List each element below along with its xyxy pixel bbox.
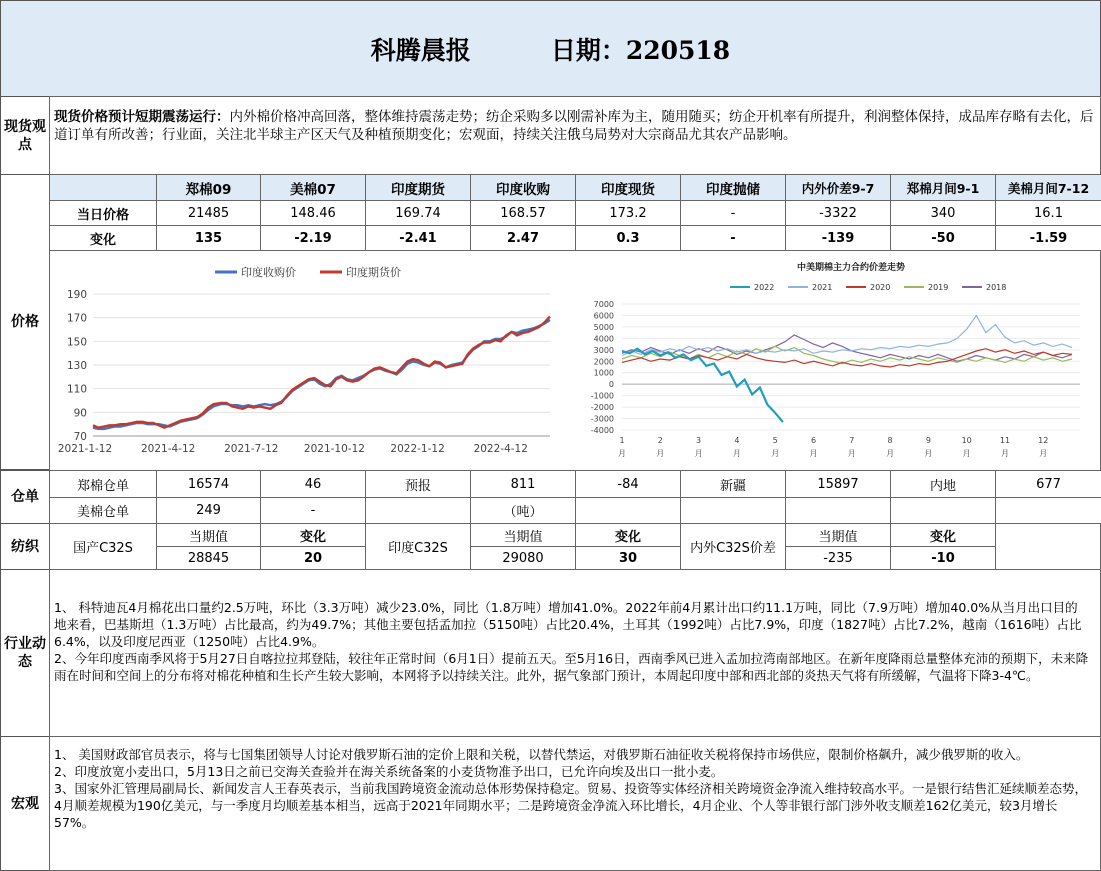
price-row-label-change: 变化	[49, 225, 157, 251]
x-tick-label-unit: 月	[618, 449, 626, 458]
legend-label: 2018	[986, 283, 1007, 292]
x-tick-label-unit: 月	[809, 449, 818, 458]
price-change-value: -2.19	[260, 225, 366, 251]
spread-c32s-name: 内外C32S价差	[680, 523, 786, 570]
domestic-change-header: 变化	[260, 523, 366, 547]
x-tick-label-unit: 月	[962, 449, 971, 458]
x-tick-label: 5	[772, 436, 778, 445]
industry-text	[54, 599, 1090, 684]
x-tick-label: 8	[887, 436, 893, 445]
price-col-header: 郑棉月间9-1	[890, 174, 996, 201]
price-today-value: 168.57	[470, 200, 576, 226]
price-col-header: 印度现货	[575, 174, 681, 201]
price-change-value: -	[680, 225, 786, 251]
y-tick-label: 90	[73, 407, 87, 420]
x-tick-label: 2021-7-12	[224, 443, 279, 455]
y-tick-label: -2000	[590, 403, 614, 413]
y-tick-label: 170	[66, 312, 87, 325]
blank	[995, 523, 1101, 570]
y-tick-label: 0	[608, 380, 614, 390]
price-label: 价格	[0, 174, 50, 470]
blank	[890, 497, 996, 524]
industry-item-1: 1、 科特迪瓦4月棉花出口量约2.5万吨，环比（3.3万吨）减少23.0%，同比（1.8万吨）增加41.0%。2022年前4月累计出口约11.1万吨，同比（7.9万吨）增加40.0%从当月出口目的地来看，巴基斯坦（1.3万吨）占比最高，约为49.7%；其他主要包括孟加拉（5150吨）占比20.4%，土耳其（1992吨）占比7.9%，印度（1827吨）占比7.2%，越南（1616吨）占比6.4%，以及印度尼西亚（1250吨）占比4.9%。	[54, 600, 1082, 649]
y-tick-label: -1000	[590, 391, 614, 401]
spread-change-value: -10	[890, 546, 996, 570]
industry-label: 行业动态	[0, 569, 50, 737]
price-change-value: 2.47	[470, 225, 576, 251]
x-tick-label: 2021-4-12	[140, 443, 196, 455]
legend-label: 印度期货价	[346, 266, 401, 279]
price-change-value: 135	[156, 225, 261, 251]
price-col-header: 印度期货	[365, 174, 471, 201]
x-tick-label: 1	[619, 436, 625, 445]
unit-label: （吨）	[470, 497, 576, 524]
y-tick-label: 4000	[593, 334, 614, 344]
india-price-chart	[55, 258, 560, 466]
india-change-value: 30	[575, 546, 681, 570]
india-c32s-name: 印度C32S	[365, 523, 471, 570]
x-tick-label-unit: 月	[656, 449, 665, 458]
blank	[785, 497, 891, 524]
price-today-value: -3322	[785, 200, 891, 226]
legend-label: 2019	[928, 283, 949, 292]
y-tick-label: 130	[66, 360, 87, 372]
y-tick-label: 70	[73, 431, 87, 443]
price-change-value: -50	[890, 225, 996, 251]
zz-warehouse-value: 16574	[156, 470, 261, 498]
price-col-header: 内外价差9-7	[785, 174, 891, 201]
y-tick-label: 190	[66, 289, 87, 301]
blank	[680, 497, 786, 524]
forecast-label: 预报	[365, 470, 471, 498]
x-tick-label: 2	[657, 436, 663, 445]
report-date: 日期：220518	[550, 35, 731, 65]
us-warehouse-label: 美棉仓单	[49, 497, 157, 524]
domestic-c32s-name: 国产C32S	[49, 523, 157, 570]
spot-view-lead: 现货价格预计短期震荡运行：	[54, 109, 230, 125]
y-tick-label: 110	[66, 383, 87, 396]
x-tick-label: 2021-1-12	[57, 443, 113, 455]
x-tick-label-unit: 月	[732, 449, 741, 458]
y-tick-label: 2000	[593, 357, 614, 367]
spot-view-label: 现货观点	[0, 96, 50, 175]
macro-item-3: 3、国家外汇管理局副局长、新闻发言人王春英表示，当前我国跨境资金流动总体形势保持稳定。贸易、投资等实体经济相关跨境资金净流入维持较高水平。一是银行结售汇延续顺差态势，4月顺差规模为190亿美元，与一季度月均顺差基本相当，远高于2021年同期水平；二是跨境资金净流入环比增长，4月企业、个人等非银行部门涉外收支顺差162亿美元，较3月增长57%。	[54, 781, 1087, 830]
domestic-change-value: 20	[260, 546, 366, 570]
price-col-header: 印度抛储	[680, 174, 786, 201]
price-change-value: -139	[785, 225, 891, 251]
warehouse-label: 仓单	[0, 470, 50, 524]
x-tick-label-unit: 月	[924, 449, 933, 458]
inland-value: 677	[995, 470, 1101, 498]
y-tick-label: 6000	[593, 311, 614, 321]
x-tick-label: 12	[1038, 436, 1049, 445]
us-warehouse-value: 249	[156, 497, 261, 524]
macro-item-1: 1、 美国财政部官员表示，将与七国集团领导人讨论对俄罗斯石油的定价上限和关税，以替代禁运，对俄罗斯石油征收关税将保持市场供应，限制价格飙升，减少俄罗斯的收入。	[54, 747, 1029, 762]
blank	[995, 497, 1101, 524]
spread-current-header: 当期值	[785, 523, 891, 547]
india-change-header: 变化	[575, 523, 681, 547]
x-tick-label: 2022-4-12	[473, 443, 528, 455]
x-tick-label: 11	[999, 436, 1011, 445]
x-tick-label: 9	[925, 436, 931, 445]
report-header	[0, 0, 1101, 97]
blank	[575, 497, 681, 524]
x-tick-label-unit: 月	[1039, 449, 1048, 458]
legend-label: 2021	[812, 283, 833, 292]
y-tick-label: 7000	[593, 300, 614, 309]
price-table-corner	[49, 174, 157, 201]
y-tick-label: -3000	[590, 414, 614, 424]
macro-text	[54, 746, 1090, 831]
y-tick-label: 3000	[593, 345, 614, 355]
x-tick-label-unit: 月	[847, 449, 856, 458]
forecast-change: -84	[575, 470, 681, 498]
inland-label: 内地	[890, 470, 996, 498]
price-row-label-today: 当日价格	[49, 200, 157, 226]
price-change-value: -2.41	[365, 225, 471, 251]
industry-item-2: 2、今年印度西南季风将于5月27日自喀拉拉邦登陆，较往年正常时间（6月1日）提前五天。至5月16日，西南季风已进入孟加拉湾南部地区。在新年度降雨总量整体充沛的预期下，未来降雨在时间和空间上的分布将对棉花种植和生长产生较大影响，本网将予以持续关注。此外，据气象部门预计，本周起印度中部和西北部的炎热天气将有所缓解，气温将下降3-4℃。	[54, 651, 1089, 683]
x-tick-label-unit: 月	[1000, 449, 1009, 458]
price-today-value: 173.2	[575, 200, 681, 226]
x-tick-label: 7	[849, 436, 855, 445]
price-today-value: 169.74	[365, 200, 471, 226]
y-tick-label: 150	[66, 336, 87, 349]
price-col-header: 印度收购	[470, 174, 576, 201]
domestic-current-value: 28845	[156, 546, 261, 570]
price-today-value: 148.46	[260, 200, 366, 226]
x-tick-label: 3	[696, 436, 702, 445]
x-tick-label-unit: 月	[886, 449, 895, 458]
india-current-header: 当期值	[470, 523, 576, 547]
y-tick-label: 5000	[593, 322, 614, 332]
price-col-header: 郑棉09	[156, 174, 261, 201]
price-today-value: -	[680, 200, 786, 226]
zz-warehouse-label: 郑棉仓单	[49, 470, 157, 498]
x-tick-label: 4	[734, 436, 740, 445]
macro-label: 宏观	[0, 736, 50, 871]
blank	[365, 497, 471, 524]
spread-current-value: -235	[785, 546, 891, 570]
spread-change-header: 变化	[890, 523, 996, 547]
zz-warehouse-change: 46	[260, 470, 366, 498]
xinjiang-label: 新疆	[680, 470, 786, 498]
legend-label: 2022	[754, 283, 775, 292]
forecast-value: 811	[470, 470, 576, 498]
x-tick-label: 2021-10-12	[303, 443, 365, 455]
price-change-value: -1.59	[995, 225, 1101, 251]
us-warehouse-change: -	[260, 497, 366, 524]
chart-title: 中美期棉主力合约价差走势	[796, 263, 906, 273]
price-col-header: 美棉07	[260, 174, 366, 201]
domestic-current-header: 当期值	[156, 523, 261, 547]
india-current-value: 29080	[470, 546, 576, 570]
x-tick-label: 10	[961, 436, 972, 445]
price-today-value: 340	[890, 200, 996, 226]
cn-us-spread-chart	[580, 258, 1090, 468]
x-tick-label: 6	[810, 436, 817, 445]
textile-label: 纺织	[0, 523, 50, 570]
series-line-2	[93, 317, 550, 428]
report-title: 科腾晨报	[370, 35, 471, 65]
legend-label: 印度收购价	[241, 266, 296, 279]
price-today-value: 16.1	[995, 200, 1101, 226]
x-tick-label: 2022-1-12	[390, 443, 445, 455]
x-tick-label-unit: 月	[771, 449, 780, 458]
price-col-header: 美棉月间7-12	[995, 174, 1101, 201]
spot-view-body: 内外棉价格冲高回落，整体维持震荡走势；纺企采购多以刚需补库为主，随用随买；纺企开机率有所提升，利润整体保持，成品库存略有去化，后道订单有所改善；行业面，关注北半球主产区天气及种植预期变化；宏观面，持续关注俄乌局势对大宗商品尤其农产品影响。	[54, 109, 1094, 143]
price-change-value: 0.3	[575, 225, 681, 251]
price-today-value: 21485	[156, 200, 261, 226]
legend-label: 2020	[870, 283, 891, 292]
macro-item-2: 2、印度放宽小麦出口，5月13日之前已交海关查验并在海关系统备案的小麦货物准予出口，已允许向埃及出口一批小麦。	[54, 764, 724, 779]
spot-view-text	[54, 108, 1094, 144]
xinjiang-value: 15897	[785, 470, 891, 498]
x-tick-label-unit: 月	[694, 449, 703, 458]
y-tick-label: 1000	[593, 368, 614, 378]
y-tick-label: -4000	[590, 426, 614, 435]
